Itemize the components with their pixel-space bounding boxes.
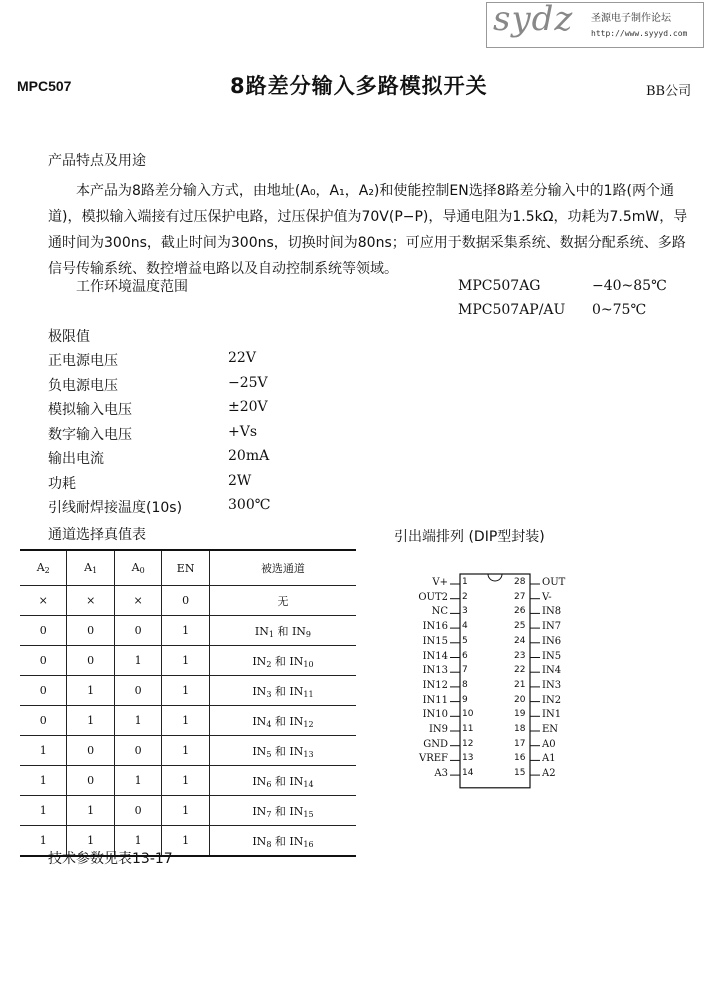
table-cell: 1 — [162, 646, 210, 676]
limit-label: 输出电流 — [48, 451, 104, 467]
table-cell: × — [20, 586, 67, 616]
pin-number: 5 — [462, 635, 468, 646]
pin-number: 23 — [514, 650, 526, 661]
table-cell: 0 — [20, 616, 67, 646]
table-cell: 0 — [67, 616, 114, 646]
table-cell: 1 — [67, 826, 114, 857]
table-cell: 1 — [114, 826, 161, 857]
table-cell: 0 — [20, 676, 67, 706]
table-cell: 0 — [20, 706, 67, 736]
pin-number: 19 — [514, 709, 526, 720]
limit-value: +Vs — [228, 423, 258, 440]
table-cell: $IN_4$ 和 $IN_{12}$ — [209, 706, 356, 736]
truth-table-heading: 通道选择真值表 — [48, 527, 146, 543]
table-cell: 1 — [20, 826, 67, 857]
pin-number: 15 — [514, 768, 526, 779]
table-cell: 0 — [67, 646, 114, 676]
pin-name: IN16 — [422, 621, 448, 633]
table-cell: $IN_5$ 和 $IN_{13}$ — [209, 736, 356, 766]
pin-number: 17 — [514, 738, 526, 749]
temp-model-2: MPC507AP/AU — [458, 302, 566, 318]
limit-label: 引线耐焊接温度(10s) — [48, 500, 183, 516]
table-cell: 1 — [114, 706, 161, 736]
features-text: 本产品为8路差分输入方式，由地址(A₀，A₁，A₂)和使能控制EN选择8路差分输入中的1路(两个通道)，模拟输入端接有过压保护电路，过压保护值为70V(P−P)，导通电阻为1.5kΩ，功耗为7.5mW，导通时间为300ns，截止时间为300ns，切换时间为80ns；可应用于数据采集系统、数据分配系统、多路信号传输系统、数控增益电路以及自动控制系统等领域。 — [48, 183, 688, 277]
table-row — [20, 586, 356, 616]
truth-table-header-cell: EN — [162, 550, 210, 586]
table-cell: $IN_7$ 和 $IN_{15}$ — [209, 796, 356, 826]
pin-number: 1 — [462, 577, 468, 587]
temp-model-1: MPC507AG — [458, 278, 541, 294]
pin-number: 24 — [514, 635, 526, 646]
limit-value: 2W — [228, 472, 252, 489]
table-cell: × — [67, 586, 114, 616]
limits-heading: 极限值 — [48, 329, 90, 345]
page-title: 8路差分输入多路模拟开关 — [230, 74, 488, 98]
pin-name: IN3 — [542, 679, 562, 691]
table-cell: 0 — [114, 676, 161, 706]
table-cell: $IN_1$ 和 $IN_9$ — [209, 616, 356, 646]
pin-number: 3 — [462, 606, 468, 617]
pin-name: VREF — [419, 753, 448, 765]
table-cell: 1 — [162, 796, 210, 826]
truth-table-header-cell: $A_2$ — [20, 550, 67, 586]
pin-number: 27 — [514, 591, 526, 602]
table-cell: 0 — [20, 646, 67, 676]
truth-table-header-row — [20, 550, 356, 586]
pin-number: 8 — [462, 679, 468, 690]
pin-name: V- — [542, 591, 552, 603]
table-cell: 1 — [162, 766, 210, 796]
pin-number: 14 — [462, 768, 474, 779]
pin-number: 26 — [514, 606, 526, 617]
limit-label: 负电源电压 — [48, 377, 118, 394]
pin-name: IN5 — [542, 650, 562, 662]
pin-name: IN9 — [428, 724, 448, 735]
model-number: MPC507 — [17, 78, 72, 94]
truth-table-header-cell: 被选通道 — [209, 550, 356, 586]
table-row — [20, 706, 356, 736]
limit-label: 正电源电压 — [48, 353, 118, 369]
watermark-url: http://www.syyyd.com — [591, 29, 688, 38]
pin-name: A3 — [434, 768, 448, 780]
pin-name: IN7 — [542, 621, 562, 633]
pin-number: 21 — [514, 679, 526, 690]
table-row — [20, 616, 356, 646]
pin-name: IN13 — [422, 665, 448, 677]
table-cell: 1 — [20, 796, 67, 826]
table-cell: 1 — [162, 736, 210, 766]
table-cell: $IN_8$ 和 $IN_{16}$ — [209, 826, 356, 857]
table-cell: 0 — [114, 616, 161, 646]
temp-range-2: 0~75℃ — [592, 302, 647, 318]
temp-range-1: −40~85℃ — [592, 278, 667, 294]
pin-number: 13 — [462, 753, 474, 764]
temp-label: 工作环境温度范围 — [76, 279, 188, 295]
pin-name: V+ — [432, 577, 448, 588]
features-paragraph — [48, 178, 698, 282]
pin-name: OUT2 — [418, 591, 448, 603]
pin-number: 22 — [514, 665, 526, 676]
limit-label: 功耗 — [48, 475, 76, 492]
pin-number: 16 — [514, 753, 526, 764]
table-cell: 0 — [67, 736, 114, 766]
limit-value: ±20V — [228, 399, 268, 415]
table-cell: 1 — [162, 706, 210, 736]
pinout-heading: 引出端排列 (DIP型封装) — [394, 529, 545, 545]
table-row — [20, 736, 356, 766]
pin-number: 20 — [514, 694, 526, 705]
pin-number: 9 — [462, 694, 468, 705]
limit-value: 300℃ — [228, 497, 271, 513]
pin-name: A0 — [542, 738, 556, 750]
pin-name: IN4 — [542, 665, 562, 677]
table-cell: × — [114, 586, 161, 616]
watermark — [486, 2, 704, 48]
table-row — [20, 676, 356, 706]
features-heading: 产品特点及用途 — [48, 153, 146, 169]
truth-table-header-cell: $A_0$ — [114, 550, 161, 586]
pin-name: IN12 — [422, 679, 448, 691]
pin-number: 18 — [514, 724, 526, 734]
pin-name: IN10 — [422, 709, 448, 721]
table-cell: 1 — [67, 676, 114, 706]
table-cell: 0 — [114, 796, 161, 826]
limit-value: 22V — [228, 350, 256, 366]
pin-number: 28 — [514, 577, 526, 587]
limit-label: 数字输入电压 — [48, 426, 132, 443]
table-cell: 1 — [162, 676, 210, 706]
limit-value: 20mA — [228, 448, 270, 464]
pin-number: 4 — [462, 621, 468, 632]
table-cell: $IN_3$ 和 $IN_{11}$ — [209, 676, 356, 706]
pin-name: IN11 — [422, 694, 448, 706]
pin-number: 10 — [462, 709, 474, 720]
pin-number: 7 — [462, 665, 468, 676]
table-cell: $IN_2$ 和 $IN_{10}$ — [209, 646, 356, 676]
table-cell: 1 — [67, 796, 114, 826]
pin-name: A2 — [542, 768, 556, 780]
dip-notch — [488, 574, 502, 581]
limit-label: 模拟输入电压 — [48, 402, 132, 418]
table-cell: 1 — [114, 646, 161, 676]
pin-number: 11 — [462, 724, 474, 734]
table-cell: 无 — [209, 586, 356, 616]
table-cell: 1 — [114, 766, 161, 796]
pin-name: IN6 — [542, 635, 562, 647]
table-row — [20, 646, 356, 676]
pin-name: EN — [542, 724, 559, 735]
table-cell: 1 — [162, 616, 210, 646]
limit-value: −25V — [228, 374, 268, 391]
table-cell: 0 — [67, 766, 114, 796]
pin-number: 6 — [462, 650, 468, 661]
pin-number: 12 — [462, 738, 474, 749]
table-cell: 1 — [162, 826, 210, 857]
pin-name: NC — [431, 606, 448, 618]
table-cell: 1 — [20, 766, 67, 796]
truth-table — [20, 549, 356, 857]
truth-table-header-cell: $A_1$ — [67, 550, 114, 586]
pin-name: IN14 — [422, 650, 448, 662]
watermark-site-name: 圣源电子制作论坛 — [591, 13, 671, 24]
pin-name: GND — [423, 738, 448, 750]
pin-name: IN15 — [422, 635, 448, 647]
pin-number: 2 — [462, 591, 468, 602]
pin-name: A1 — [542, 753, 556, 765]
table-cell: $IN_6$ 和 $IN_{14}$ — [209, 766, 356, 796]
watermark-logo: sydz — [493, 0, 574, 39]
pin-name: IN1 — [542, 709, 562, 721]
table-cell: 1 — [67, 706, 114, 736]
pin-name: IN2 — [542, 694, 562, 706]
pin-number: 25 — [514, 621, 526, 632]
table-row — [20, 766, 356, 796]
pin-name: OUT — [542, 577, 566, 588]
company-name: BB公司 — [646, 84, 692, 99]
table-row — [20, 796, 356, 826]
table-cell: 0 — [114, 736, 161, 766]
footer-note: 技术参数见表13-17 — [48, 851, 173, 867]
table-cell: 0 — [162, 586, 210, 616]
table-cell: 1 — [20, 736, 67, 766]
pin-name: IN8 — [542, 606, 562, 618]
